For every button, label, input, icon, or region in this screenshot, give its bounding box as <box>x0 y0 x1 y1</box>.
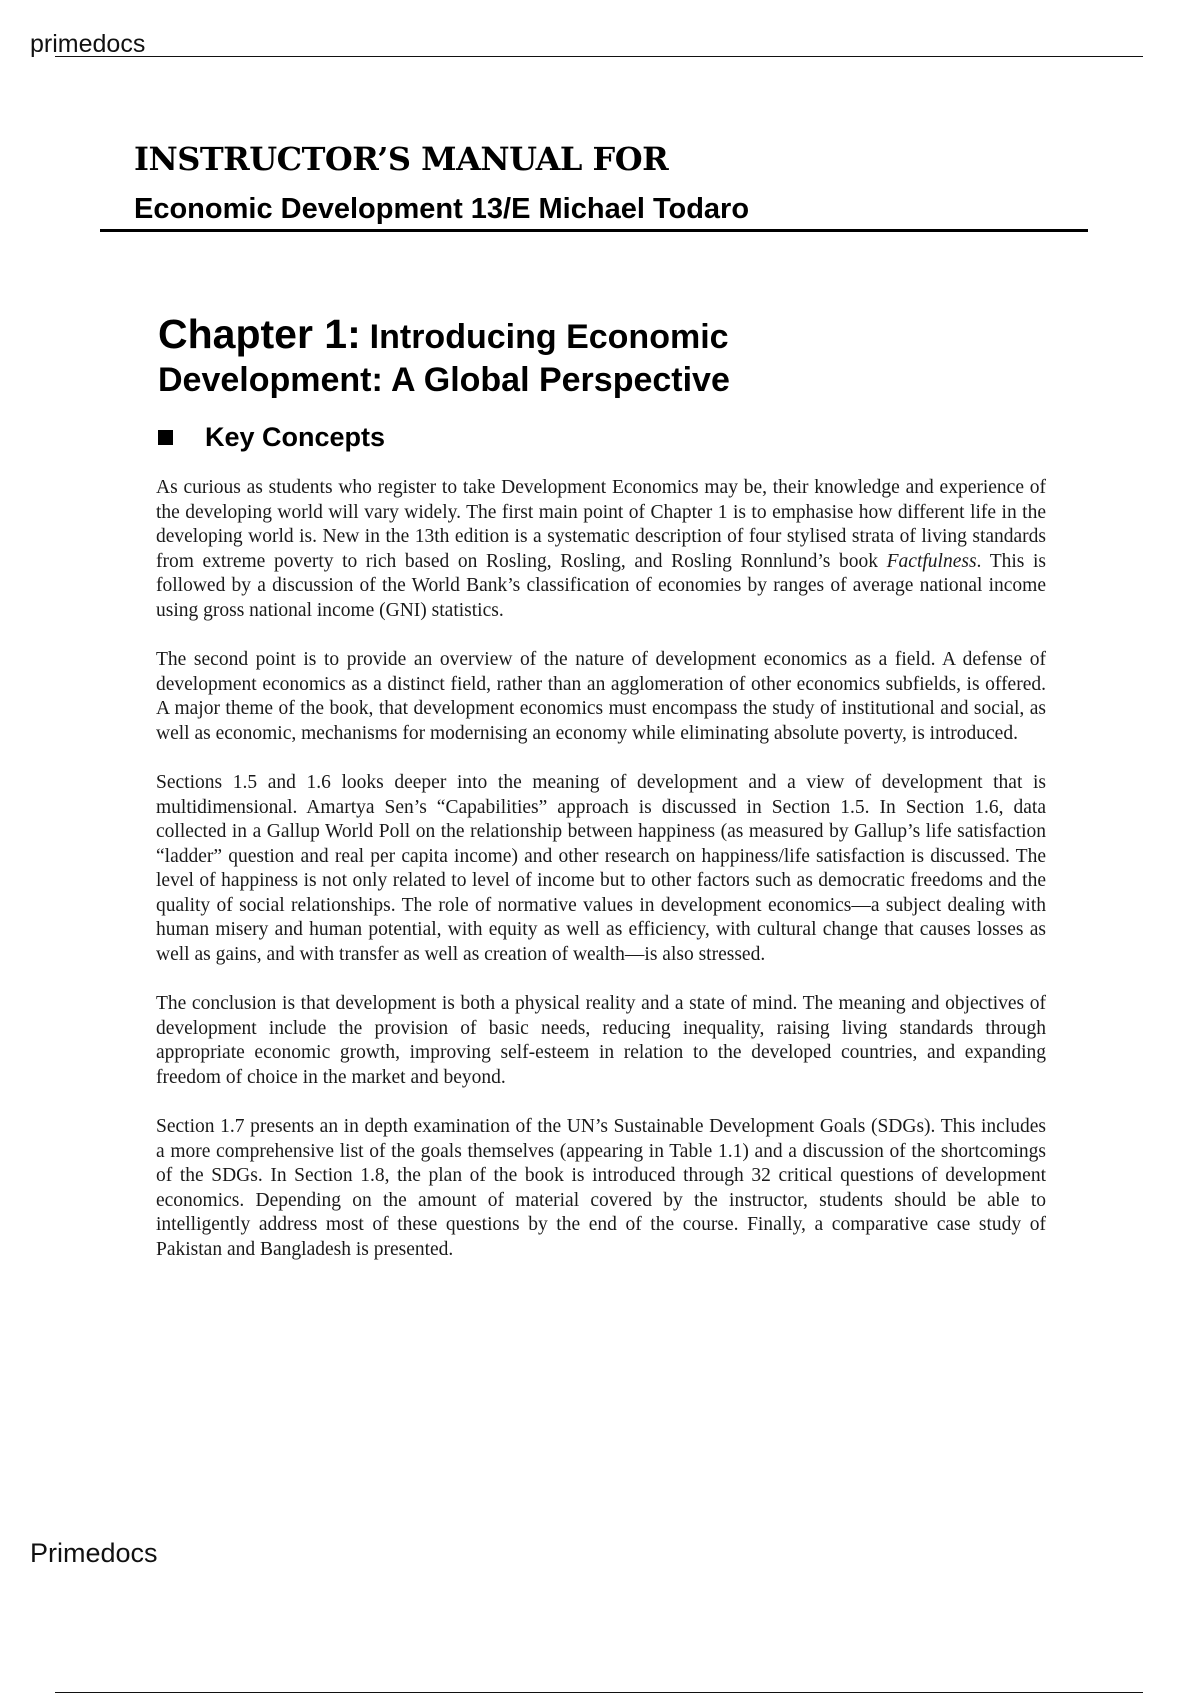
paragraph-1-text-a: As curious as students who register to take Development Economics may be, their knowledge and experience of the developing world will vary widely. The first main point of Chapter 1 is to emphasise how different life in the developing world is. New in the 13th edition is a systematic description of four stylised strata of living standards from extreme poverty to rich based on Rosling, Rosling, and Rosling Ronnlund’s book <box>156 477 1046 572</box>
header-brand: primedocs <box>30 30 146 58</box>
section-heading <box>158 422 385 453</box>
section-heading-label: Key Concepts <box>205 422 386 452</box>
book-title-factfulness: Factfulness <box>886 550 977 572</box>
chapter-title-part1: Introducing Economic <box>369 318 729 356</box>
paragraph-3: Sections 1.5 and 1.6 looks deeper into the meaning of development and a view of development that is multidimensional. Amartya Sen’s “Capabilities” approach is discussed in Section 1.5. In Section 1.6, data collected in a Gallup World Poll on the relationship between happiness (as measured by Gallup’s life satisfaction “ladder” question and real per capita income) and other research on happiness/life satisfaction is discussed. The level of happiness is not only related to level of income but to other factors such as democratic freedoms and the quality of social relationships. The role of normative values in development economics—a subject dealing with human misery and human potential, with equity as well as efficiency, with cultural change that causes losses as well as gains, and with transfer as well as creation of wealth—is also stressed. <box>156 772 1046 965</box>
footer-rule <box>55 1692 1143 1693</box>
paragraph-1-text-b: . This is followed by a discussion of the World Bank’s classification of economies by ranges of average national income using gross national income (GNI) statistics. <box>156 550 1046 621</box>
chapter-heading <box>158 312 1058 401</box>
chapter-number: Chapter 1: <box>158 311 361 357</box>
title-rule <box>100 229 1088 232</box>
paragraph-5: Section 1.7 presents an in depth examination of the UN’s Sustainable Development Goals (SDGs). This includes a more comprehensive list of the goals themselves (appearing in Table 1.1) and a discussion of the shortcomings of the SDGs. In Section 1.8, the plan of the book is introduced through 32 critical questions of development economics. Depending on the amount of material covered by the instructor, students should be able to intelligently address most of these questions by the end of the course. Finally, a comparative case study of Pakistan and Bangladesh is presented. <box>156 1116 1046 1260</box>
body-text <box>156 476 1046 1287</box>
square-bullet-icon <box>158 430 173 445</box>
paragraph-2: The second point is to provide an overview of the nature of development economics as a field. A defense of development economics as a distinct field, rather than an agglomeration of other economics subfields, is offered. A major theme of the book, that development economics must encompass the study of institutional and social, as well as economic, mechanisms for modernising an economy while eliminating absolute poverty, is introduced. <box>156 649 1046 744</box>
manual-title: INSTRUCTOR’S MANUAL FOR <box>134 140 669 178</box>
header-rule <box>55 56 1143 57</box>
paragraph-4: The conclusion is that development is both a physical reality and a state of mind. The meaning and objectives of development include the provision of basic needs, reducing inequality, raising living standards through appropriate economic growth, improving self-esteem in relation to the developed countries, and expanding freedom of choice in the market and beyond. <box>156 993 1046 1088</box>
chapter-heading-line1 <box>158 312 1058 359</box>
footer-brand: Primedocs <box>30 1538 158 1568</box>
book-title: Economic Development 13/E Michael Todaro <box>134 193 750 225</box>
paragraph-1 <box>156 476 1046 623</box>
chapter-title-part2: Development: A Global Perspective <box>158 361 730 399</box>
